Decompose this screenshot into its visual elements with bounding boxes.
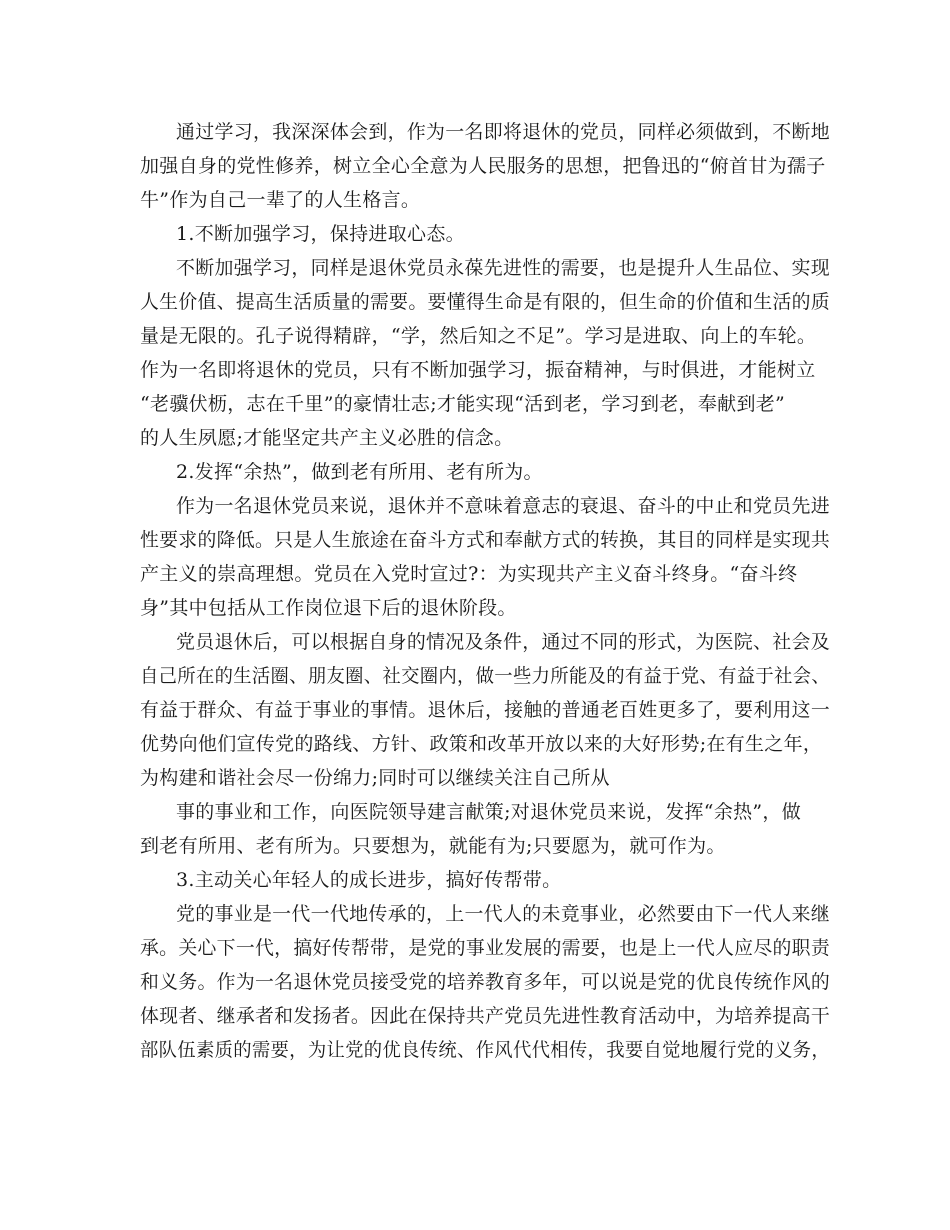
text-line: 性要求的降低。只是人生旅途在奋斗方式和奉献方式的转换，其目的同样是实现共 bbox=[140, 529, 831, 551]
text-line: 作为一名即将退休的党员，只有不断加强学习，振奋精神，与时俱进，才能树立 bbox=[140, 359, 816, 381]
text-line: 作为一名退休党员来说，退休并不意味着意志的衰退、奋斗的中止和党员先进 bbox=[176, 495, 830, 517]
text-line: 党的事业是一代一代地传承的，上一代人的未竟事业，必然要由下一代人来继 bbox=[176, 903, 830, 925]
text-line: 1.不断加强学习，保持进取心态。 bbox=[176, 223, 465, 245]
text-line: 身”其中包括从工作岗位退下后的退休阶段。 bbox=[140, 597, 517, 619]
text-line: 为构建和谐社会尽一份绵力;同时可以继续关注自己所从 bbox=[140, 767, 610, 789]
text-line: 部队伍素质的需要，为让党的优良传统、作风代代相传，我要自觉地履行党的义务， bbox=[140, 1039, 830, 1061]
text-line: 的人生夙愿;才能坚定共产主义必胜的信念。 bbox=[140, 427, 514, 449]
text-line: 和义务。作为一名退休党员接受党的培养教育多年，可以说是党的优良传统作风的 bbox=[140, 971, 831, 993]
text-line: 党员退休后，可以根据自身的情况及条件，通过不同的形式，为医院、社会及 bbox=[176, 631, 830, 653]
text-line: 产主义的崇高理想。党员在入党时宣过?：为实现共产主义奋斗终身。“奋斗终 bbox=[140, 563, 798, 585]
text-line: 牛”作为自己一辈了的人生格言。 bbox=[140, 189, 421, 211]
text-line: 体现者、继承者和发扬者。因此在保持共产党员先进性教育活动中，为培养提高干 bbox=[140, 1005, 831, 1027]
text-line: 承。关心下一代，搞好传帮带，是党的事业发展的需要，也是上一代人应尽的职责 bbox=[140, 937, 831, 959]
text-line: 通过学习，我深深体会到，作为一名即将退休的党员，同样必须做到，不断地 bbox=[176, 121, 830, 143]
text-line: 3.主动关心年轻人的成长进步，搞好传帮带。 bbox=[176, 869, 562, 891]
document-body bbox=[140, 115, 830, 1067]
text-line: 有益于群众、有益于事业的事情。退休后，接触的普通老百姓更多了，要利用这一 bbox=[140, 699, 831, 721]
text-line: 2.发挥“余热”，做到老有所用、老有所为。 bbox=[176, 461, 543, 483]
text-line: “老骥伏枥，志在千里”的豪情壮志;才能实现“活到老，学习到老，奉献到老” bbox=[140, 393, 786, 415]
text-line: 量是无限的。孔子说得精辟，“学，然后知之不足”。学习是进取、向上的车轮。 bbox=[140, 325, 817, 347]
text-line: 人生价值、提高生活质量的需要。要懂得生命是有限的，但生命的价值和生活的质 bbox=[140, 291, 831, 313]
text-line: 加强自身的党性修养，树立全心全意为人民服务的思想，把鲁迅的“俯首甘为孺子 bbox=[140, 155, 826, 177]
text-line: 自己所在的生活圈、朋友圈、社交圈内，做一些力所能及的有益于党、有益于社会、 bbox=[140, 665, 830, 687]
text-line: 不断加强学习，同样是退休党员永葆先进性的需要，也是提升人生品位、实现 bbox=[176, 257, 830, 279]
text-line: 到老有所用、老有所为。只要想为，就能有为;只要愿为，就可作为。 bbox=[140, 835, 726, 857]
text-line: 事的事业和工作，向医院领导建言献策;对退休党员来说，发挥“余热”，做 bbox=[176, 801, 802, 823]
text-line: 优势向他们宣传党的路线、方针、政策和改革开放以来的大好形势;在有生之年， bbox=[140, 733, 823, 755]
